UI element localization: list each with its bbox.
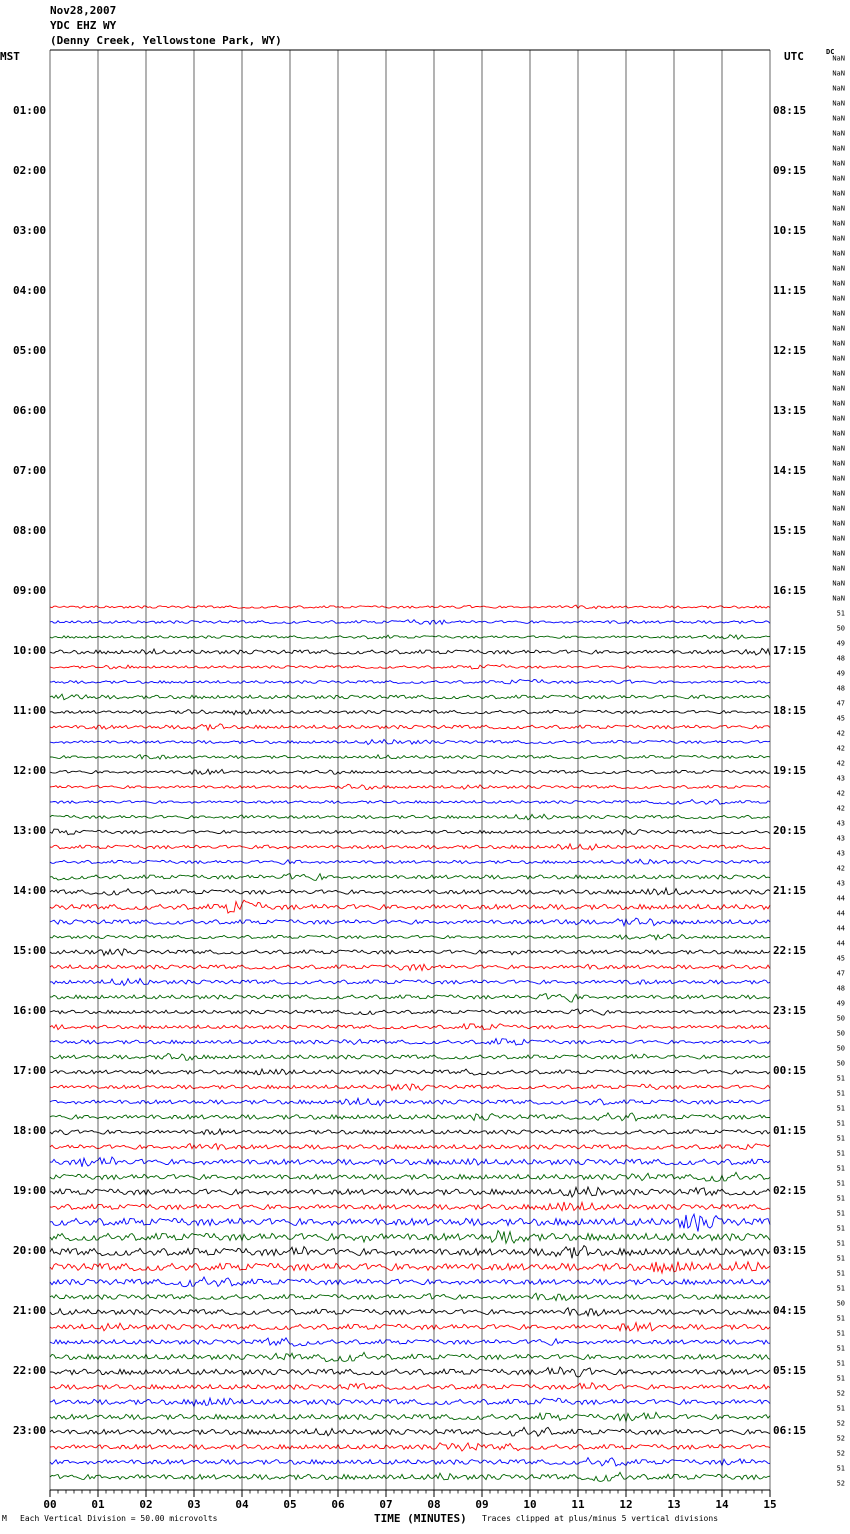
hour-label-mst: 17:00 <box>13 1064 47 1077</box>
dc-offset-label: 48 <box>836 984 845 993</box>
trace-line <box>50 1157 770 1167</box>
trace-line <box>50 694 770 700</box>
dc-offset-label: 44 <box>836 909 845 918</box>
trace-line <box>50 739 770 744</box>
dc-axis-title: DC <box>826 48 835 56</box>
trace-line <box>50 1427 770 1436</box>
trace-line <box>50 900 770 913</box>
hour-label-utc: 04:15 <box>773 1304 807 1317</box>
hour-label-mst: 09:00 <box>13 584 47 597</box>
hour-label-mst: 10:00 <box>13 644 47 657</box>
trace-line <box>50 665 770 669</box>
hour-label-mst: 08:00 <box>13 524 47 537</box>
trace-line <box>50 979 770 986</box>
dc-offset-label: 51 <box>836 1359 845 1368</box>
hour-label-utc: 13:15 <box>773 404 807 417</box>
dc-offset-label: NaN <box>832 249 845 258</box>
dc-offset-label: NaN <box>832 324 845 333</box>
dc-offset-label: 50 <box>836 1059 845 1068</box>
trace-line <box>50 769 770 774</box>
dc-offset-label: 52 <box>836 1389 845 1398</box>
dc-offset-label: 49 <box>836 669 845 678</box>
dc-offset-label: 50 <box>836 1014 845 1023</box>
trace-line <box>50 1039 770 1045</box>
trace-line <box>50 1009 770 1015</box>
trace-line <box>50 1383 770 1390</box>
dc-offset-label: 49 <box>836 639 845 648</box>
dc-offset-label: 51 <box>836 1089 845 1098</box>
hour-label-mst: 19:00 <box>13 1184 47 1197</box>
trace-line <box>50 1352 770 1361</box>
x-tick-label: 14 <box>715 1498 729 1511</box>
dc-offset-label: NaN <box>832 384 845 393</box>
hour-label-utc: 00:15 <box>773 1064 807 1077</box>
trace-line <box>50 1458 770 1466</box>
trace-line <box>50 784 770 789</box>
hour-label-mst: 16:00 <box>13 1004 47 1017</box>
dc-offset-label: 51 <box>836 1374 845 1383</box>
trace-line <box>50 710 770 715</box>
x-tick-label: 12 <box>619 1498 633 1511</box>
hour-label-mst: 21:00 <box>13 1304 47 1317</box>
dc-offset-label: NaN <box>832 189 845 198</box>
dc-offset-label: NaN <box>832 99 845 108</box>
trace-line <box>50 1367 770 1377</box>
hour-label-mst: 07:00 <box>13 464 47 477</box>
x-tick-label: 04 <box>235 1498 249 1511</box>
dc-offset-label: NaN <box>832 309 845 318</box>
dc-offset-label: NaN <box>832 264 845 273</box>
dc-offset-label: NaN <box>832 144 845 153</box>
hour-label-mst: 13:00 <box>13 824 47 837</box>
dc-offset-label: 51 <box>836 1254 845 1263</box>
hour-label-utc: 10:15 <box>773 224 807 237</box>
trace-line <box>50 1069 770 1075</box>
dc-offset-label: 45 <box>836 954 845 963</box>
trace-line <box>50 1398 770 1406</box>
hour-label-utc: 14:15 <box>773 464 807 477</box>
dc-offset-label: NaN <box>832 69 845 78</box>
dc-offset-label: 44 <box>836 894 845 903</box>
trace-line <box>50 1113 770 1121</box>
trace-line <box>50 724 770 730</box>
axis-labels <box>13 55 845 1512</box>
trace-line <box>50 1412 770 1421</box>
hour-label-mst: 15:00 <box>13 944 47 957</box>
dc-offset-label: NaN <box>832 159 845 168</box>
dc-offset-label: 50 <box>836 1029 845 1038</box>
trace-line <box>50 1293 770 1300</box>
trace-line <box>50 844 770 850</box>
dc-offset-label: 51 <box>836 1314 845 1323</box>
dc-offset-label: NaN <box>832 564 845 573</box>
trace-line <box>50 1214 770 1231</box>
hour-label-utc: 20:15 <box>773 824 807 837</box>
station-id: YDC EHZ WY <box>50 19 117 32</box>
dc-offset-label: 47 <box>836 969 845 978</box>
hour-label-mst: 20:00 <box>13 1244 47 1257</box>
trace-line <box>50 814 770 820</box>
dc-offset-label: 51 <box>836 1344 845 1353</box>
dc-offset-label: 44 <box>836 939 845 948</box>
trace-line <box>50 648 770 655</box>
trace-line <box>50 635 770 640</box>
trace-line <box>50 888 770 895</box>
hour-label-utc: 09:15 <box>773 164 807 177</box>
dc-offset-label: 45 <box>836 714 845 723</box>
dc-offset-label: 51 <box>836 1329 845 1338</box>
hour-label-mst: 06:00 <box>13 404 47 417</box>
dc-offset-label: 51 <box>836 1209 845 1218</box>
station-location: (Denny Creek, Yellowstone Park, WY) <box>50 34 282 47</box>
dc-offset-label: NaN <box>832 594 845 603</box>
dc-offset-label: 51 <box>836 1119 845 1128</box>
dc-offset-label: 52 <box>836 1419 845 1428</box>
trace-line <box>50 1246 770 1259</box>
dc-offset-label: 51 <box>836 1164 845 1173</box>
trace-line <box>50 829 770 835</box>
x-tick-label: 05 <box>283 1498 297 1511</box>
dc-offset-label: 51 <box>836 1074 845 1083</box>
hour-label-utc: 17:15 <box>773 644 807 657</box>
trace-line <box>50 1338 770 1346</box>
clip-note: Traces clipped at plus/minus 5 vertical divisions <box>482 1514 719 1523</box>
trace-line <box>50 1024 770 1030</box>
dc-offset-label: 51 <box>836 1104 845 1113</box>
trace-line <box>50 680 770 684</box>
dc-offset-label: 48 <box>836 684 845 693</box>
trace-line <box>50 1172 770 1181</box>
dc-offset-label: 43 <box>836 774 845 783</box>
dc-offset-label: 48 <box>836 654 845 663</box>
dc-offset-label: NaN <box>832 174 845 183</box>
dc-offset-label: 43 <box>836 879 845 888</box>
dc-offset-label: 43 <box>836 849 845 858</box>
trace-line <box>50 949 770 956</box>
hour-label-utc: 23:15 <box>773 1004 807 1017</box>
trace-line <box>50 859 770 864</box>
trace-line <box>50 800 770 805</box>
hour-label-mst: 01:00 <box>13 104 47 117</box>
dc-offset-label: NaN <box>832 294 845 303</box>
hour-label-utc: 08:15 <box>773 104 807 117</box>
dc-offset-label: 51 <box>836 1464 845 1473</box>
trace-line <box>50 1443 770 1451</box>
dc-offset-label: 42 <box>836 744 845 753</box>
dc-offset-label: NaN <box>832 369 845 378</box>
dc-offset-label: 51 <box>836 1179 845 1188</box>
hour-label-utc: 21:15 <box>773 884 807 897</box>
dc-offset-label: 42 <box>836 864 845 873</box>
trace-line <box>50 1187 770 1197</box>
trace-line <box>50 755 770 760</box>
x-tick-label: 02 <box>139 1498 153 1511</box>
dc-offset-label: 51 <box>836 1194 845 1203</box>
dc-offset-label: 52 <box>836 1434 845 1443</box>
hour-label-utc: 18:15 <box>773 704 807 717</box>
dc-offset-label: NaN <box>832 429 845 438</box>
dc-offset-label: NaN <box>832 519 845 528</box>
dc-offset-label: NaN <box>832 234 845 243</box>
dc-offset-label: 51 <box>836 609 845 618</box>
trace-line <box>50 1231 770 1244</box>
trace-line <box>50 1053 770 1060</box>
trace-line <box>50 918 770 926</box>
x-tick-label: 08 <box>427 1498 441 1511</box>
dc-offset-label: 52 <box>836 1449 845 1458</box>
dc-offset-label: NaN <box>832 54 845 63</box>
trace-line <box>50 1277 770 1287</box>
trace-line <box>50 934 770 940</box>
x-axis-title: TIME (MINUTES) <box>374 1512 467 1525</box>
dc-offset-label: 44 <box>836 924 845 933</box>
dc-offset-label: NaN <box>832 414 845 423</box>
dc-offset-label: 47 <box>836 699 845 708</box>
trace-line <box>50 1129 770 1135</box>
plot-date: Nov28,2007 <box>50 4 117 17</box>
trace-line <box>50 605 770 609</box>
trace-line <box>50 1323 770 1331</box>
x-tick-label: 03 <box>187 1498 201 1511</box>
dc-offset-label: NaN <box>832 549 845 558</box>
right-axis-title: UTC <box>784 50 804 63</box>
trace-line <box>50 1084 770 1090</box>
dc-offset-label: NaN <box>832 399 845 408</box>
dc-offset-label: 51 <box>836 1149 845 1158</box>
dc-offset-label: 51 <box>836 1404 845 1413</box>
trace-line <box>50 1308 770 1316</box>
seismic-traces <box>50 605 770 1481</box>
hour-label-mst: 18:00 <box>13 1124 47 1137</box>
dc-offset-label: 51 <box>836 1239 845 1248</box>
hour-label-utc: 12:15 <box>773 344 807 357</box>
hour-label-utc: 22:15 <box>773 944 807 957</box>
hour-label-utc: 11:15 <box>773 284 807 297</box>
dc-offset-label: NaN <box>832 579 845 588</box>
dc-offset-label: NaN <box>832 504 845 513</box>
hour-label-mst: 05:00 <box>13 344 47 357</box>
dc-offset-label: 52 <box>836 1479 845 1488</box>
hour-label-utc: 15:15 <box>773 524 807 537</box>
x-tick-label: 00 <box>43 1498 57 1511</box>
trace-line <box>50 1098 770 1105</box>
trace-line <box>50 1202 770 1211</box>
trace-line <box>50 964 770 970</box>
hour-label-mst: 04:00 <box>13 284 47 297</box>
hour-label-mst: 03:00 <box>13 224 47 237</box>
dc-offset-label: 42 <box>836 729 845 738</box>
dc-offset-label: NaN <box>832 279 845 288</box>
dc-offset-label: 51 <box>836 1284 845 1293</box>
x-tick-label: 01 <box>91 1498 105 1511</box>
dc-offset-label: 42 <box>836 759 845 768</box>
hour-label-utc: 19:15 <box>773 764 807 777</box>
hour-label-mst: 22:00 <box>13 1364 47 1377</box>
dc-offset-label: NaN <box>832 459 845 468</box>
dc-offset-label: 49 <box>836 999 845 1008</box>
dc-offset-label: NaN <box>832 474 845 483</box>
dc-offset-label: 42 <box>836 789 845 798</box>
dc-offset-label: NaN <box>832 84 845 93</box>
x-tick-label: 15 <box>763 1498 777 1511</box>
dc-offset-label: 43 <box>836 834 845 843</box>
hour-label-mst: 02:00 <box>13 164 47 177</box>
x-tick-label: 11 <box>571 1498 585 1511</box>
hour-label-mst: 23:00 <box>13 1424 47 1437</box>
hour-label-mst: 11:00 <box>13 704 47 717</box>
dc-offset-label: 51 <box>836 1224 845 1233</box>
dc-offset-label: NaN <box>832 444 845 453</box>
dc-offset-label: 51 <box>836 1269 845 1278</box>
dc-offset-label: 50 <box>836 624 845 633</box>
dc-offset-label: NaN <box>832 114 845 123</box>
hour-label-utc: 01:15 <box>773 1124 807 1137</box>
trace-line <box>50 994 770 1002</box>
trace-line <box>50 1472 770 1481</box>
x-tick-label: 06 <box>331 1498 345 1511</box>
dc-offset-label: NaN <box>832 129 845 138</box>
hour-label-utc: 03:15 <box>773 1244 807 1257</box>
hour-label-utc: 05:15 <box>773 1364 807 1377</box>
footer-marker: M <box>2 1514 7 1523</box>
hour-label-mst: 14:00 <box>13 884 47 897</box>
left-axis-title: MST <box>0 50 20 63</box>
trace-line <box>50 620 770 625</box>
hour-label-utc: 06:15 <box>773 1424 807 1437</box>
dc-offset-label: 42 <box>836 804 845 813</box>
dc-offset-label: NaN <box>832 219 845 228</box>
x-tick-label: 13 <box>667 1498 681 1511</box>
trace-line <box>50 1262 770 1273</box>
x-tick-label: 07 <box>379 1498 393 1511</box>
trace-line <box>50 1144 770 1150</box>
dc-offset-label: 50 <box>836 1299 845 1308</box>
hour-label-mst: 12:00 <box>13 764 47 777</box>
hour-label-utc: 16:15 <box>773 584 807 597</box>
x-tick-label: 09 <box>475 1498 489 1511</box>
dc-offset-label: 43 <box>836 819 845 828</box>
dc-offset-label: NaN <box>832 339 845 348</box>
dc-offset-label: 50 <box>836 1044 845 1053</box>
dc-offset-label: NaN <box>832 534 845 543</box>
hour-label-utc: 02:15 <box>773 1184 807 1197</box>
dc-offset-label: 51 <box>836 1134 845 1143</box>
dc-offset-label: NaN <box>832 489 845 498</box>
dc-offset-label: NaN <box>832 354 845 363</box>
scale-note: Each Vertical Division = 50.00 microvolts <box>20 1514 218 1523</box>
x-tick-label: 10 <box>523 1498 537 1511</box>
dc-offset-label: NaN <box>832 204 845 213</box>
trace-line <box>50 874 770 881</box>
